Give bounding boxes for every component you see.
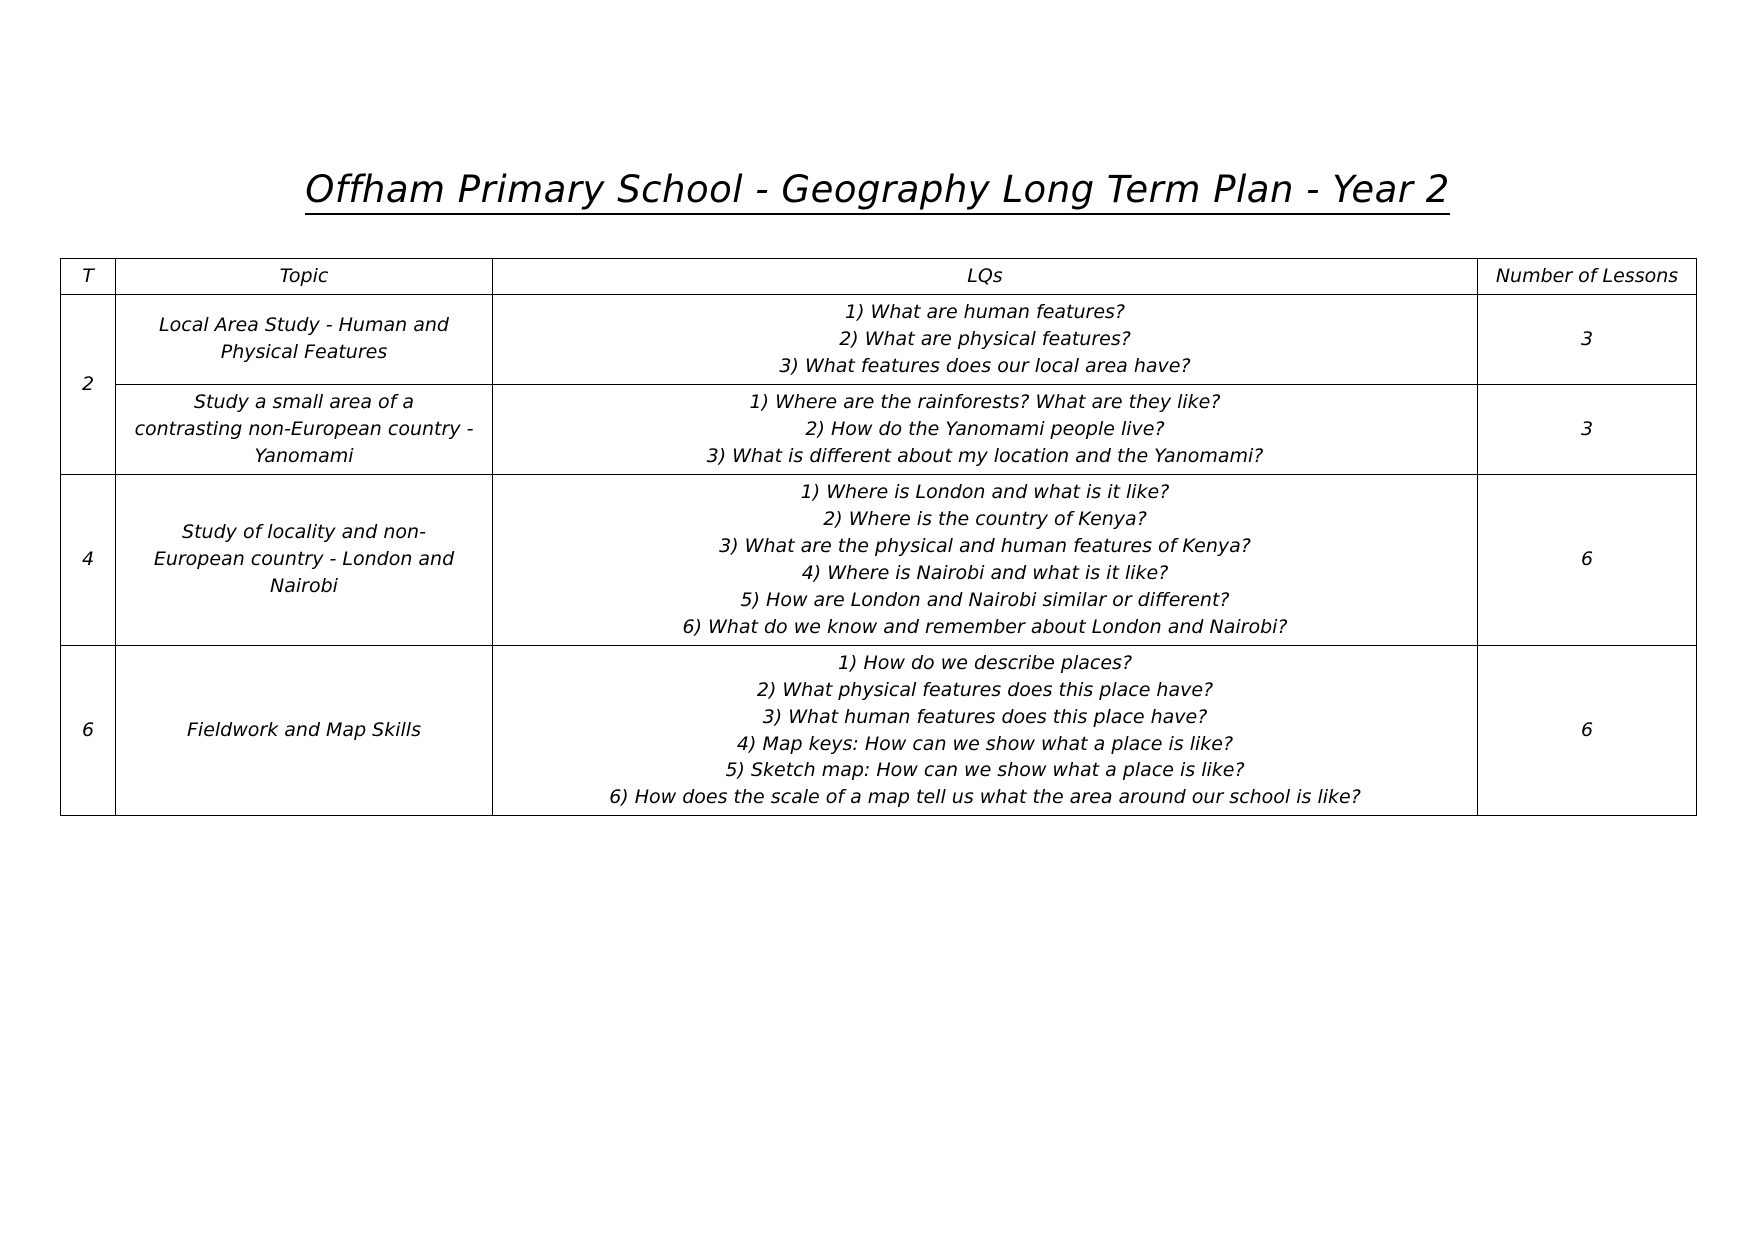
cell-term: 6: [61, 645, 116, 816]
cell-lqs: [493, 474, 1478, 645]
lq-line: 5) Sketch map: How can we show what a place is like?: [725, 759, 1245, 782]
table-row: [61, 384, 1697, 474]
column-header-topic: Topic: [116, 259, 493, 295]
lq-line: 3) What is different about my location and the Yanomami?: [706, 444, 1264, 467]
lq-line: 6) What do we know and remember about London and Nairobi?: [682, 615, 1288, 638]
lq-line: 2) How do the Yanomami people live?: [805, 417, 1165, 440]
long-term-plan-table: [60, 258, 1697, 816]
topic-line: Local Area Study - Human and: [159, 314, 449, 337]
topic-line: Study a small area of a: [193, 390, 415, 413]
cell-lqs: [493, 384, 1478, 474]
column-header-term: T: [61, 259, 116, 295]
topic-line: Study of locality and non-: [182, 521, 426, 544]
cell-topic: [116, 645, 493, 816]
lq-line: 4) Where is Nairobi and what is it like?: [801, 561, 1169, 584]
topic-line: European country - London and: [153, 548, 455, 571]
topic-line: contrasting non-European country -: [134, 417, 474, 440]
lq-line: 2) What physical features does this place have?: [756, 678, 1214, 701]
cell-lessons: 6: [1478, 474, 1697, 645]
column-header-lqs: LQs: [493, 259, 1478, 295]
cell-lessons: 3: [1478, 294, 1697, 384]
lq-line: 3) What human features does this place have?: [762, 705, 1208, 728]
column-header-lessons: Number of Lessons: [1478, 259, 1697, 295]
lq-line: 1) Where are the rainforests? What are they like?: [749, 390, 1221, 413]
lq-line: 2) Where is the country of Kenya?: [823, 507, 1147, 530]
page-title-text: Offham Primary School - Geography Long Term Plan - Year 2: [305, 168, 1450, 215]
topic-line: Nairobi: [270, 575, 338, 598]
cell-topic: [116, 474, 493, 645]
lq-line: 5) How are London and Nairobi similar or different?: [740, 588, 1230, 611]
table-row: [61, 474, 1697, 645]
table-header-row: [61, 259, 1697, 295]
cell-term: 2: [61, 294, 116, 474]
table-body: [61, 294, 1697, 815]
topic-line: Fieldwork and Map Skills: [187, 719, 421, 742]
lq-line: 1) Where is London and what is it like?: [800, 480, 1170, 503]
lq-line: 4) Map keys: How can we show what a place is like?: [736, 732, 1234, 755]
lq-line: 3) What features does our local area have?: [779, 354, 1191, 377]
cell-topic: [116, 384, 493, 474]
page-title: [0, 168, 1755, 211]
cell-lqs: [493, 294, 1478, 384]
table-header: [61, 259, 1697, 295]
topic-line: Physical Features: [220, 341, 388, 364]
lq-line: 1) How do we describe places?: [837, 651, 1133, 674]
lq-line: 1) What are human features?: [845, 300, 1125, 323]
topic-line: Yanomami: [254, 444, 354, 467]
cell-lessons: 3: [1478, 384, 1697, 474]
cell-term: 4: [61, 474, 116, 645]
table-row: [61, 294, 1697, 384]
cell-lessons: 6: [1478, 645, 1697, 816]
table-row: [61, 645, 1697, 816]
cell-lqs: [493, 645, 1478, 816]
lq-line: 6) How does the scale of a map tell us what the area around our school is like?: [609, 786, 1361, 809]
cell-topic: [116, 294, 493, 384]
lq-line: 2) What are physical features?: [839, 327, 1131, 350]
lq-line: 3) What are the physical and human features of Kenya?: [719, 534, 1251, 557]
